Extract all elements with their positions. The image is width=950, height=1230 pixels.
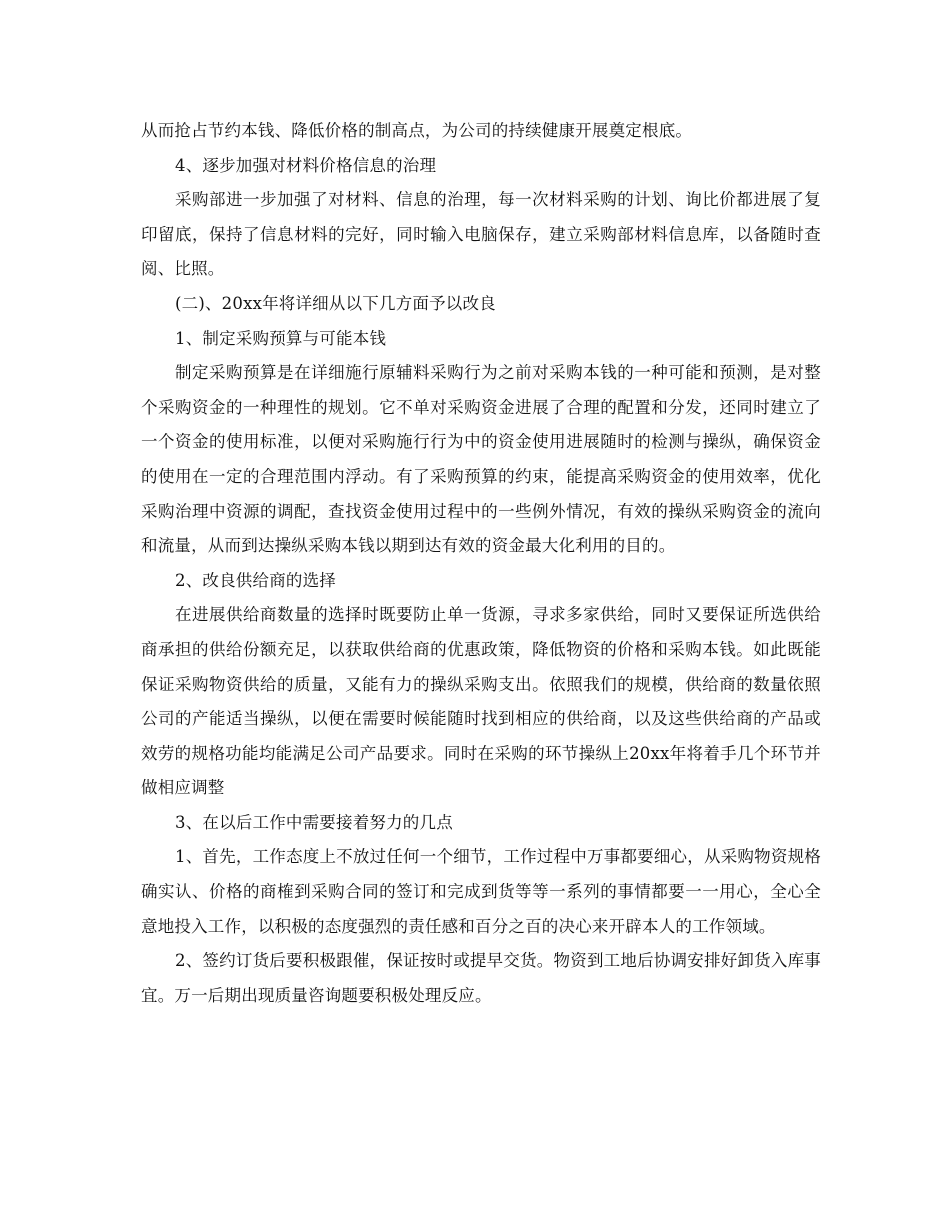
- subsection-heading-3: 3、在以后工作中需要接着努力的几点: [175, 812, 453, 832]
- paragraph-2: 采购部进一步加强了对材料、信息的治理，每一次材料采购的计划、询比价都进展了复印留底，保持了信息材料的完好，同时输入电脑保存，建立采购部材料信息库，以备随时查阅、比照。: [141, 190, 821, 279]
- document-body: [141, 114, 821, 1013]
- paragraph-3: 制定采购预算是在详细施行原辅料采购行为之前对采购本钱的一种可能和预测，是对整个采购资金的一种理性的规划。它不单对采购资金进展了合理的配置和分发，还同时建立了一个资金的使用标准，以便对采购施行行为中的资金使用进展随时的检测与操纵，确保资金的使用在一定的合理范围内浮动。有了采购预算的约束，能提高采购资金的使用效率，优化采购治理中资源的调配，查找资金使用过程中的一些例外情况，有效的操纵采购资金的流向和流量，从而到达操纵采购本钱以期到达有效的资金最大化利用的目的。: [141, 363, 821, 556]
- section-heading-part-2: (二)、20xx年将详细从以下几方面予以改良: [175, 293, 496, 313]
- paragraph-6: 2、签约订货后要积极跟催，保证按时或提早交货。物资到工地后协调安排好卸货入库事宜。万一后期出现质量咨询题要积极处理反应。: [141, 951, 821, 1005]
- subsection-heading-2: 2、改良供给商的选择: [175, 570, 336, 590]
- paragraph-4: 在进展供给商数量的选择时既要防止单一货源，寻求多家供给，同时又要保证所选供给商承担的供给份额充足，以获取供给商的优惠政策，降低物资的价格和采购本钱。如此既能保证采购物资供给的质量，又能有力的操纵采购支出。依照我们的规模，供给商的数量依照公司的产能适当操纵，以便在需要时候能随时找到相应的供给商，以及这些供给商的产品或效劳的规格功能均能满足公司产品要求。同时在采购的环节操纵上20xx年将着手几个环节并做相应调整: [141, 605, 821, 798]
- subsection-heading-1: 1、制定采购预算与可能本钱: [175, 328, 387, 348]
- paragraph-5: 1、首先，工作态度上不放过任何一个细节，工作过程中万事都要细心，从采购物资规格确实认、价格的商榷到采购合同的签订和完成到货等等一系列的事情都要一一用心，全心全意地投入工作，以积极的态度强烈的责任感和百分之百的决心来开辟本人的工作领域。: [141, 847, 821, 936]
- paragraph-1: 从而抢占节约本钱、降低价格的制高点，为公司的持续健康开展奠定根底。: [141, 121, 693, 140]
- section-heading-4: 4、逐步加强对材料价格信息的治理: [175, 155, 437, 175]
